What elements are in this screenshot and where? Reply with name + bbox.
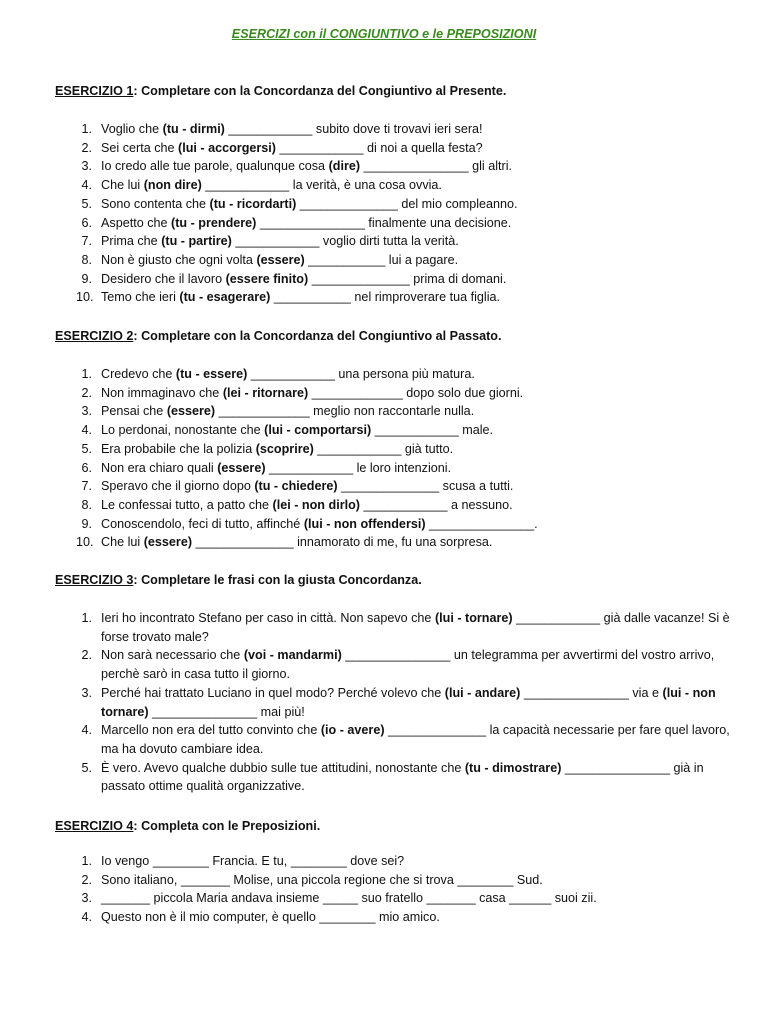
exercise-item [55, 908, 735, 927]
sentence-fragment: ____________ voglio dirti tutta la verità. [231, 234, 459, 249]
exercise-item [55, 852, 735, 871]
exercise-2 [55, 327, 735, 550]
exercise-instruction: : Completare con la Concordanza del Congiuntivo al Presente. [133, 84, 507, 98]
sentence-fragment: _____________ meglio non raccontarle nulla. [215, 404, 475, 419]
item-text [101, 197, 518, 211]
verb-prompt: (lui - non offendersi) [303, 516, 426, 531]
verb-prompt: (tu - dimostrare) [464, 760, 562, 775]
sentence-fragment: Prima che [101, 234, 162, 249]
sentence-fragment: _______ piccola Maria andava insieme _____ suo fratello _______ casa ______ suoi zii. [101, 891, 597, 906]
exercise-item [55, 139, 735, 158]
item-number: 4. [81, 423, 92, 438]
sentence-fragment: Io credo alle tue parole, qualunque cosa [101, 159, 329, 174]
sentence-fragment: Sono contenta che [101, 196, 210, 211]
item-number: 8. [81, 497, 92, 512]
item-number: 1. [81, 122, 92, 136]
sentence-fragment: Era probabile che la polizia [101, 441, 256, 456]
sentence-fragment: ____________ già tutto. [313, 441, 454, 456]
exercise-item [55, 157, 735, 176]
item-text [101, 648, 714, 681]
item-number: 8. [81, 252, 92, 267]
verb-prompt: (essere finito) [225, 271, 309, 286]
verb-prompt: (lui - accorgersi) [178, 140, 276, 155]
sentence-fragment: Le confessai tutto, a patto che [101, 497, 273, 512]
verb-prompt: (dire) [328, 159, 361, 174]
item-text [101, 611, 730, 644]
verb-prompt: (lui - non tornare) [101, 685, 716, 719]
verb-prompt: (tu - prendere) [171, 215, 257, 230]
item-number: 5. [81, 441, 92, 456]
item-number: 1. [81, 611, 92, 625]
sentence-fragment: _______________ mai più! [148, 704, 305, 719]
item-text [101, 159, 512, 173]
exercise-label: ESERCIZIO 3 [55, 573, 134, 587]
exercise-item [55, 515, 735, 534]
sentence-fragment: Perché hai trattato Luciano in quel modo? Perché volevo che [101, 685, 445, 700]
sentence-fragment: Non sarà necessario che [101, 648, 244, 663]
exercise-list [55, 120, 735, 307]
item-number: 6. [81, 460, 92, 475]
exercise-heading [55, 817, 735, 835]
item-text [101, 216, 511, 230]
item-number: 10. [76, 290, 94, 305]
item-text [101, 686, 716, 719]
sentence-fragment: Desidero che il lavoro [101, 271, 226, 286]
exercise-1 [55, 82, 735, 305]
sentence-fragment: Marcello non era del tutto convinto che [101, 723, 321, 738]
verb-prompt: (non dire) [143, 178, 202, 193]
item-number: 2. [81, 385, 92, 400]
item-text [101, 535, 492, 549]
exercise-3 [55, 571, 735, 794]
sentence-fragment: _______________ via e [520, 685, 663, 700]
exercise-item [55, 232, 735, 251]
exercise-item [55, 195, 735, 214]
item-text [101, 253, 458, 267]
item-text [101, 141, 483, 155]
verb-prompt: (scoprire) [255, 441, 314, 456]
exercise-heading [55, 327, 735, 345]
sentence-fragment: Ieri ho incontrato Stefano per caso in città. Non sapevo che [101, 611, 435, 625]
exercise-instruction: : Completare le frasi con la giusta Concordanza. [133, 573, 422, 587]
item-number: 5. [81, 760, 92, 775]
item-text [101, 723, 730, 756]
exercise-item [55, 496, 735, 515]
verb-prompt: (lui - comportarsi) [264, 423, 372, 438]
sentence-fragment: Voglio che [101, 122, 163, 136]
page-title: ESERCIZI con il CONGIUNTIVO e le PREPOSIZIONI [231, 27, 537, 41]
item-number: 9. [81, 516, 92, 531]
sentence-fragment: Questo non è il mio computer, è quello ________ mio amico. [101, 910, 440, 925]
item-number: 4. [81, 178, 92, 193]
item-number: 4. [81, 910, 92, 925]
sentence-fragment: ___________ nel rimproverare tua figlia. [270, 290, 501, 305]
exercise-list [55, 365, 735, 552]
exercise-item [55, 365, 735, 384]
sentence-fragment: _____________ dopo solo due giorni. [308, 385, 524, 400]
verb-prompt: (io - avere) [320, 723, 385, 738]
sentence-fragment: Temo che ieri [101, 290, 180, 305]
verb-prompt: (voi - mandarmi) [243, 648, 342, 663]
item-number: 6. [81, 215, 92, 230]
sentence-fragment: Io vengo ________ Francia. E tu, ________ dove sei? [101, 854, 405, 868]
item-text [101, 479, 513, 493]
verb-prompt: (lui - andare) [444, 685, 521, 700]
item-number: 7. [81, 479, 92, 494]
item-text [101, 272, 506, 286]
sentence-fragment: _______________ finalmente una decisione. [256, 215, 512, 230]
item-number: 9. [81, 271, 92, 286]
item-text [101, 178, 442, 192]
sentence-fragment: Speravo che il giorno dopo [101, 479, 255, 494]
exercise-item [55, 251, 735, 270]
item-text [101, 404, 474, 418]
verb-prompt: (tu - esagerare) [179, 290, 271, 305]
sentence-fragment: ______________ del mio compleanno. [296, 196, 518, 211]
item-text [101, 234, 459, 248]
exercise-item [55, 214, 735, 233]
item-number: 10. [76, 535, 94, 550]
item-number: 2. [81, 872, 92, 887]
sentence-fragment: ______________ prima di domani. [308, 271, 507, 286]
item-text [101, 423, 493, 437]
sentence-fragment: Sei certa che [101, 140, 179, 155]
sentence-fragment: Pensai che [101, 404, 167, 419]
item-number: 4. [81, 723, 92, 738]
sentence-fragment: ____________ male. [371, 423, 494, 438]
exercise-item [55, 459, 735, 478]
item-text [101, 442, 453, 456]
verb-prompt: (lui - tornare) [434, 611, 513, 625]
verb-prompt: (lei - ritornare) [222, 385, 309, 400]
exercise-label: ESERCIZIO 4 [55, 819, 134, 833]
sentence-fragment: _______________ gli altri. [360, 159, 512, 174]
item-text [101, 910, 440, 924]
verb-prompt: (essere) [256, 252, 305, 267]
exercise-label: ESERCIZIO 1 [55, 84, 134, 98]
sentence-fragment: ____________ subito dove ti trovavi ieri sera! [224, 122, 483, 136]
sentence-fragment: Non è giusto che ogni volta [101, 252, 257, 267]
verb-prompt: (tu - chiedere) [254, 479, 338, 494]
exercise-list [55, 609, 735, 796]
sentence-fragment: È vero. Avevo qualche dubbio sulle tue attitudini, nonostante che [101, 760, 465, 775]
sentence-fragment: ____________ già dalle vacanze! Si è forse trovato male? [101, 611, 730, 644]
exercise-item [55, 684, 735, 721]
item-text [101, 367, 475, 381]
sentence-fragment: ____________ la verità, è una cosa ovvia. [201, 178, 442, 193]
exercise-item [55, 721, 735, 758]
sentence-fragment: ____________ le loro intenzioni. [265, 460, 452, 475]
sentence-fragment: Non immaginavo che [101, 385, 223, 400]
verb-prompt: (essere) [143, 535, 193, 550]
sentence-fragment: _______________. [425, 516, 538, 531]
item-number: 2. [81, 140, 92, 155]
exercise-item [55, 176, 735, 195]
sentence-fragment: Che lui [101, 178, 144, 193]
item-text [101, 386, 523, 400]
sentence-fragment: ____________ di noi a quella festa? [276, 140, 483, 155]
sentence-fragment: Conoscendolo, feci di tutto, affinché [101, 516, 304, 531]
verb-prompt: (tu - partire) [161, 234, 232, 249]
verb-prompt: (essere) [166, 404, 216, 419]
verb-prompt: (tu - dirmi) [162, 122, 225, 136]
exercise-item [55, 288, 735, 307]
item-text [101, 498, 513, 512]
exercise-item [55, 533, 735, 552]
sentence-fragment: ______________ la capacità necessarie per fare quel lavoro, ma ha dovuto cambiare idea. [101, 723, 730, 756]
sentence-fragment: Lo perdonai, nonostante che [101, 423, 265, 438]
item-text [101, 873, 543, 887]
item-text [101, 854, 404, 868]
exercise-item [55, 402, 735, 421]
exercise-item [55, 759, 735, 796]
exercise-4 [55, 817, 735, 925]
sentence-fragment: Non era chiaro quali [101, 460, 218, 475]
exercise-item [55, 421, 735, 440]
sentence-fragment: Sono italiano, _______ Molise, una piccola regione che si trova ________ Sud. [101, 872, 543, 887]
verb-prompt: (essere) [217, 460, 266, 475]
item-text [101, 290, 500, 304]
item-text [101, 461, 451, 475]
exercise-instruction: : Completare con la Concordanza del Congiuntivo al Passato. [133, 329, 502, 343]
sentence-fragment: _______________ già in passato ottime qualità organizzative. [101, 760, 704, 794]
exercise-item [55, 477, 735, 496]
item-text [101, 517, 538, 531]
item-text [101, 122, 483, 136]
sentence-fragment: ______________ scusa a tutti. [337, 479, 514, 494]
item-number: 3. [81, 159, 92, 174]
exercise-label: ESERCIZIO 2 [55, 329, 134, 343]
exercise-item [55, 384, 735, 403]
item-number: 2. [81, 648, 92, 663]
exercise-instruction: : Completa con le Preposizioni. [133, 819, 321, 833]
verb-prompt: (tu - essere) [175, 367, 248, 381]
exercise-heading [55, 571, 735, 589]
item-number: 1. [81, 367, 92, 381]
sentence-fragment: Che lui [101, 535, 144, 550]
item-text [101, 761, 704, 794]
item-number: 5. [81, 196, 92, 211]
item-number: 7. [81, 234, 92, 249]
item-text [101, 891, 597, 905]
exercise-list [55, 852, 735, 927]
exercise-item [55, 609, 735, 646]
exercise-item [55, 440, 735, 459]
exercise-item [55, 270, 735, 289]
item-number: 1. [81, 854, 92, 868]
exercise-item [55, 889, 735, 908]
sentence-fragment: ______________ innamorato di me, fu una sorpresa. [192, 535, 493, 550]
item-number: 3. [81, 685, 92, 700]
sentence-fragment: _______________ un telegramma per avvertirmi del vostro arrivo, perchè sarò in casa tutto il giorno. [101, 648, 715, 682]
sentence-fragment: Aspetto che [101, 215, 172, 230]
exercise-heading [55, 82, 735, 100]
sentence-fragment: ____________ a nessuno. [359, 497, 513, 512]
exercise-item [55, 120, 735, 139]
verb-prompt: (tu - ricordarti) [209, 196, 297, 211]
sentence-fragment: ___________ lui a pagare. [304, 252, 459, 267]
item-number: 3. [81, 891, 92, 906]
sentence-fragment: ____________ una persona più matura. [247, 367, 475, 381]
exercise-item [55, 646, 735, 683]
verb-prompt: (lei - non dirlo) [272, 497, 360, 512]
item-number: 3. [81, 404, 92, 419]
exercise-item [55, 871, 735, 890]
sentence-fragment: Credevo che [101, 367, 176, 381]
